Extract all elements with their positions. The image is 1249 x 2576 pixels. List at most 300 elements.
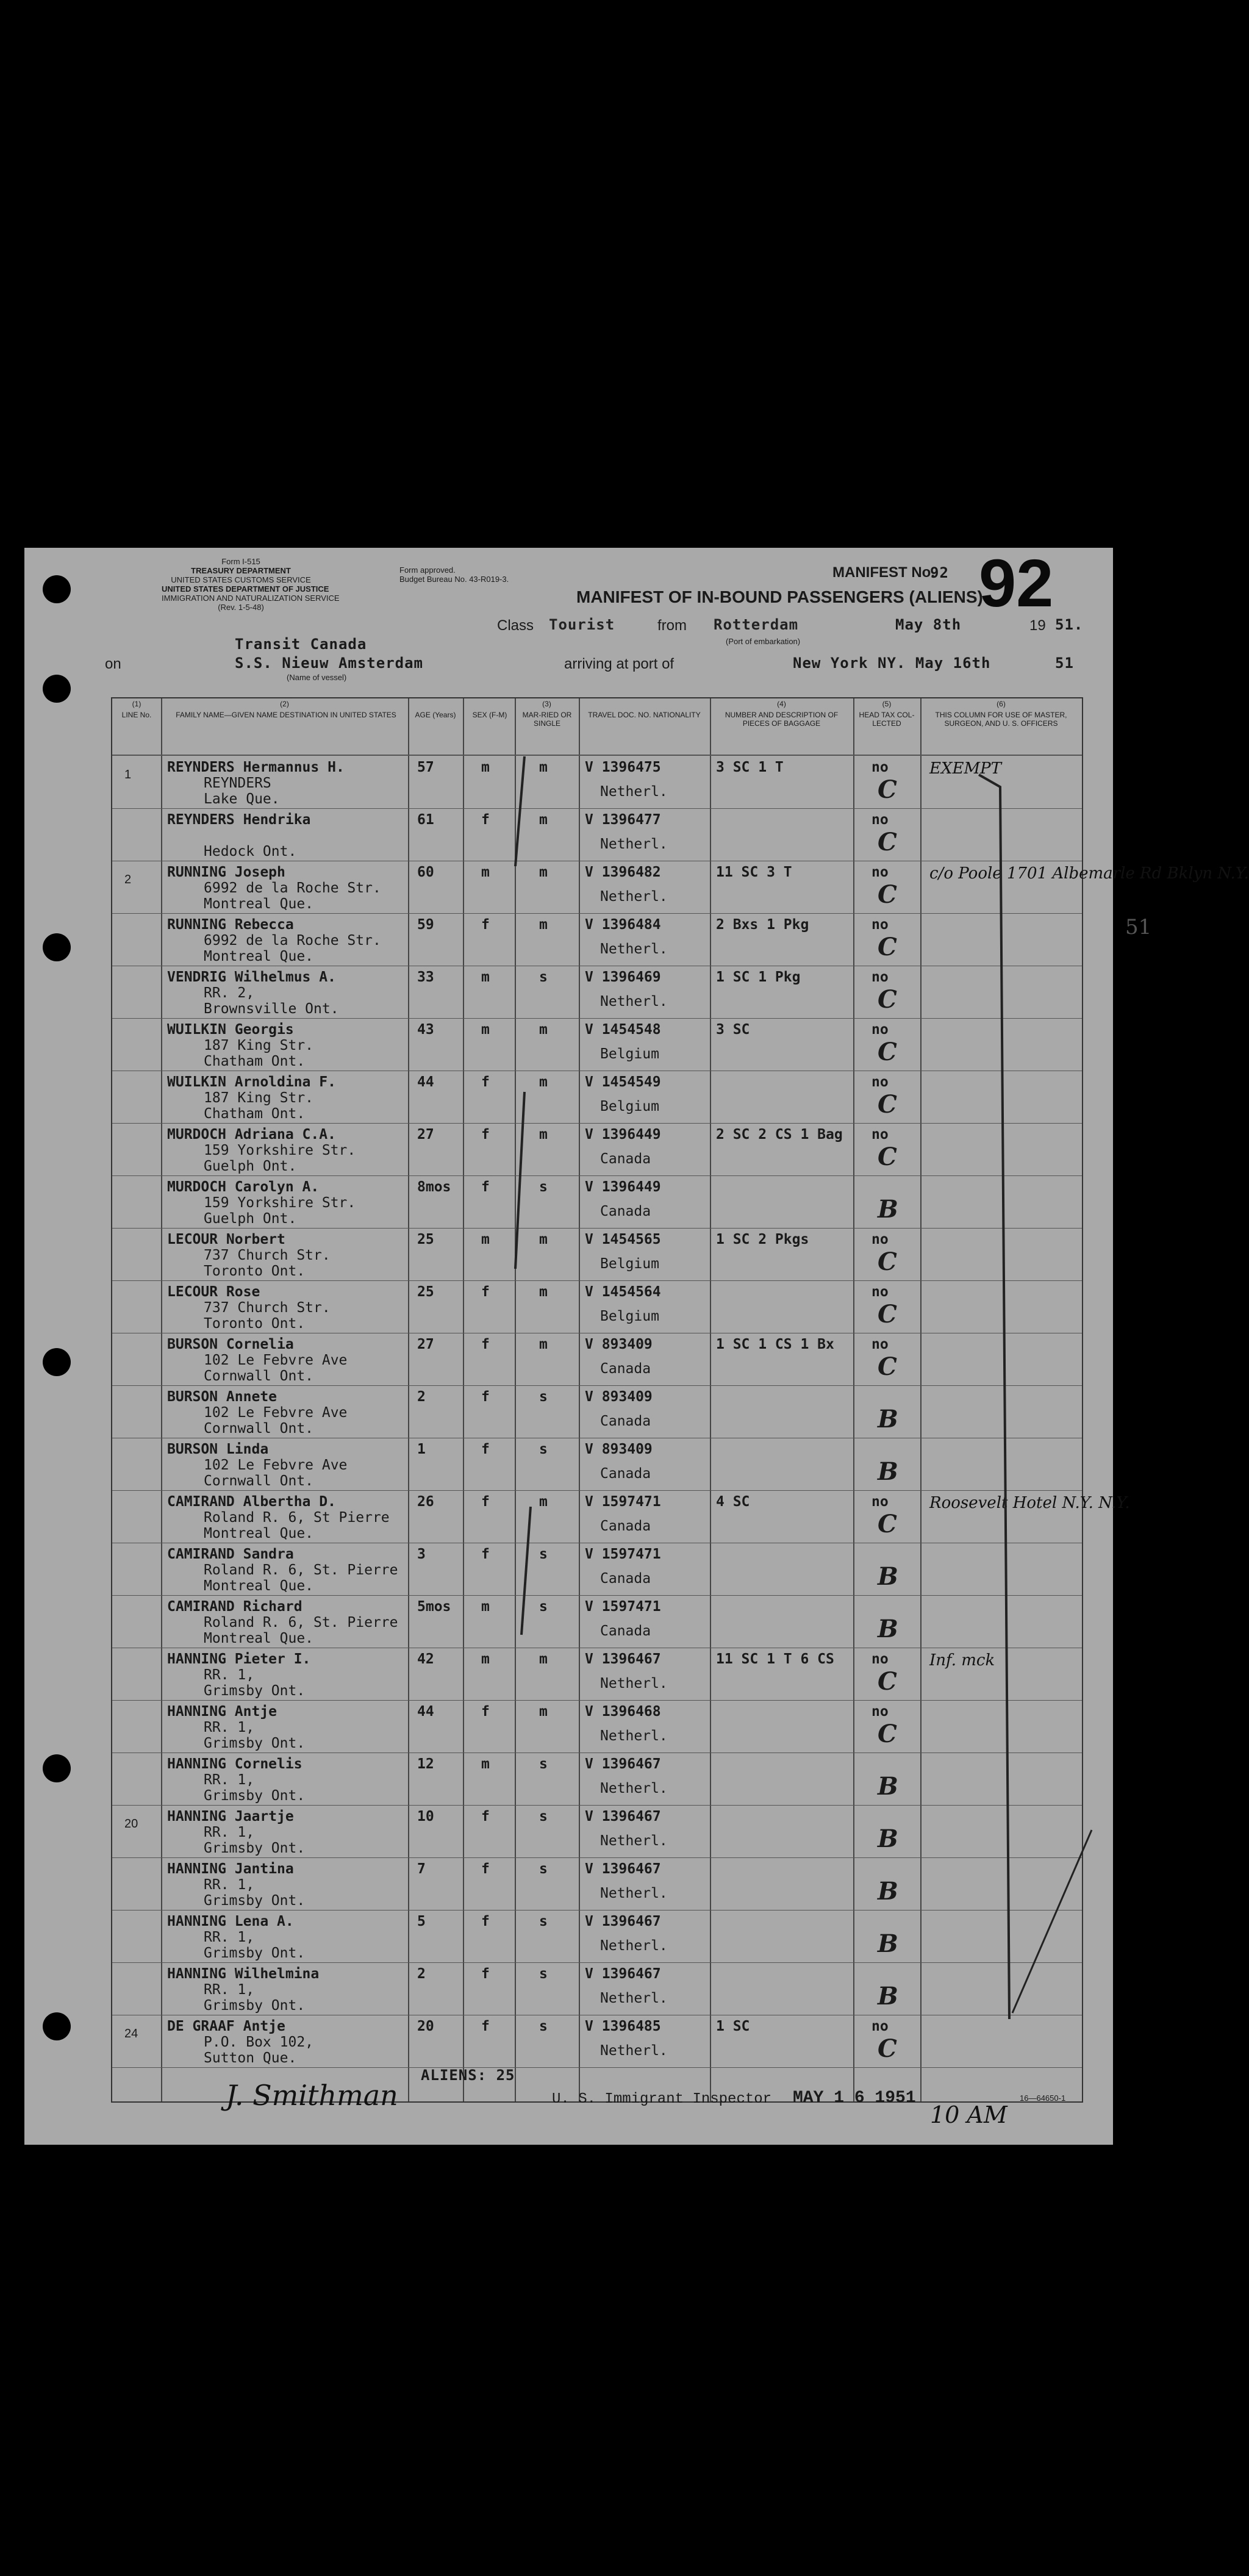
nationality: Netherl. xyxy=(600,2043,668,2059)
marital-status: s xyxy=(539,2018,548,2034)
head-tax: no xyxy=(871,759,889,775)
budget-text: Budget Bureau No. 43-R019-3. xyxy=(399,575,509,584)
head-tax: no xyxy=(871,969,889,985)
col-sex: SEX (F-M) xyxy=(472,711,507,719)
head-tax-mark: C xyxy=(878,933,897,961)
passenger-destination: Brownsville Ont. xyxy=(204,1001,339,1017)
passenger-sex: m xyxy=(481,1756,490,1772)
marital-status: m xyxy=(539,864,548,880)
passenger-name: DE GRAAF Antje xyxy=(167,2018,285,2034)
passenger-address: 187 King Str. xyxy=(204,1038,314,1053)
marital-status: s xyxy=(539,1756,548,1772)
passenger-age: 59 xyxy=(417,917,434,933)
passenger-address: 737 Church Str. xyxy=(204,1247,331,1263)
passenger-address: 159 Yorkshire Str. xyxy=(204,1195,356,1211)
col-age: AGE (Years) xyxy=(415,711,456,719)
travel-doc: V 1396482 xyxy=(585,864,661,880)
marital-status: m xyxy=(539,1494,548,1510)
passenger-address: RR. 2, xyxy=(204,985,255,1001)
marital-status: m xyxy=(539,759,548,775)
passenger-destination: Cornwall Ont. xyxy=(204,1473,314,1489)
passenger-age: 25 xyxy=(417,1232,434,1247)
passenger-destination: Montreal Que. xyxy=(204,1578,314,1594)
head-tax: no xyxy=(871,812,889,828)
head-tax: no xyxy=(871,864,889,880)
dept-name: TREASURY DEPARTMENT xyxy=(191,566,291,575)
passenger-name: HANNING Wilhelmina xyxy=(167,1966,320,1982)
handwritten-bracket xyxy=(515,756,524,866)
passenger-age: 10 xyxy=(417,1809,434,1824)
head-tax-mark: B xyxy=(878,1982,898,2011)
travel-doc: V 1597471 xyxy=(585,1494,661,1510)
passenger-name: HANNING Lena A. xyxy=(167,1914,294,1929)
passenger-age: 2 xyxy=(417,1966,426,1982)
head-tax-mark: B xyxy=(878,1772,898,1801)
baggage: 4 SC xyxy=(716,1494,750,1510)
head-tax: no xyxy=(871,1074,889,1090)
nationality: Netherl. xyxy=(600,1885,668,1901)
col-head-tax: HEAD TAX COL-LECTED xyxy=(859,711,915,728)
passenger-destination: Grimsby Ont. xyxy=(204,1788,306,1804)
passenger-destination: Montreal Que. xyxy=(204,896,314,912)
travel-doc: V 1454548 xyxy=(585,1022,661,1038)
marital-status: m xyxy=(539,1651,548,1667)
passenger-sex: f xyxy=(481,1127,490,1143)
port-note: (Port of embarkation) xyxy=(726,637,801,646)
passenger-destination: Grimsby Ont. xyxy=(204,1683,306,1699)
official-note: Roosevelt Hotel N.Y. N.Y. xyxy=(929,1494,1130,1512)
passenger-address: RR. 1, xyxy=(204,1772,255,1788)
head-tax: no xyxy=(871,2018,889,2034)
arrival-year: 51 xyxy=(1055,655,1074,672)
line-number: 20 xyxy=(124,1817,138,1831)
on-label: on xyxy=(105,656,121,672)
col-married: MAR-RIED OR SINGLE xyxy=(522,711,572,728)
passenger-address: 102 Le Febvre Ave xyxy=(204,1457,348,1473)
col-num-3: (3) xyxy=(542,700,551,708)
passenger-name: HANNING Jaartje xyxy=(167,1809,294,1824)
line-number: 2 xyxy=(124,873,132,886)
line-number: 1 xyxy=(124,768,132,781)
head-tax: no xyxy=(871,1284,889,1300)
col-num-1: (1) xyxy=(132,700,141,708)
passenger-destination: Sutton Que. xyxy=(204,2050,297,2066)
head-tax-mark: C xyxy=(878,1247,897,1276)
travel-doc: V 1396467 xyxy=(585,1809,661,1824)
passenger-destination: Grimsby Ont. xyxy=(204,1735,306,1751)
nationality: Netherl. xyxy=(600,1938,668,1954)
passenger-name: BURSON Annete xyxy=(167,1389,277,1405)
vessel-line1: Transit Canada xyxy=(235,636,367,653)
passenger-destination: Chatham Ont. xyxy=(204,1106,306,1122)
passenger-destination: Guelph Ont. xyxy=(204,1211,297,1227)
inspector-label: U. S. Immigrant Inspector xyxy=(552,2091,772,2108)
nationality: Netherl. xyxy=(600,1990,668,2006)
nationality: Belgium xyxy=(600,1308,659,1324)
passenger-name: CAMIRAND Richard xyxy=(167,1599,302,1615)
passenger-age: 44 xyxy=(417,1074,434,1090)
passenger-age: 27 xyxy=(417,1127,434,1143)
marital-status: m xyxy=(539,1074,548,1090)
nationality: Netherl. xyxy=(600,1676,668,1692)
passenger-age: 42 xyxy=(417,1651,434,1667)
nationality: Netherl. xyxy=(600,1781,668,1796)
head-tax-mark: B xyxy=(878,1824,898,1853)
nationality: Netherl. xyxy=(600,1728,668,1744)
passenger-address: 102 Le Febvre Ave xyxy=(204,1352,348,1368)
travel-doc: V 1396477 xyxy=(585,812,661,828)
inspector-signature: J. Smithman xyxy=(226,2079,398,2112)
passenger-name: BURSON Cornelia xyxy=(167,1336,294,1352)
passenger-destination: Cornwall Ont. xyxy=(204,1368,314,1384)
head-tax-mark: B xyxy=(878,1195,898,1224)
passenger-age: 8mos xyxy=(417,1179,451,1195)
passenger-address: 187 King Str. xyxy=(204,1090,314,1106)
nationality: Canada xyxy=(600,1204,651,1219)
travel-doc: V 1396467 xyxy=(585,1756,661,1772)
passenger-sex: f xyxy=(481,1809,490,1824)
handwritten-slash xyxy=(1012,1830,1092,2013)
time-note: 10 AM xyxy=(930,2101,1007,2128)
marital-status: s xyxy=(539,1966,548,1982)
passenger-destination: Toronto Ont. xyxy=(204,1263,306,1279)
passenger-age: 7 xyxy=(417,1861,426,1877)
arrival-value: New York NY. May 16th xyxy=(793,655,991,672)
head-tax-mark: B xyxy=(878,1457,898,1486)
nationality: Netherl. xyxy=(600,836,668,852)
passenger-address: RR. 1, xyxy=(204,1667,255,1683)
nationality: Belgium xyxy=(600,1046,659,1062)
baggage: 11 SC 1 T 6 CS xyxy=(716,1651,834,1667)
passenger-sex: f xyxy=(481,812,490,828)
passenger-name: HANNING Antje xyxy=(167,1704,277,1720)
passenger-age: 12 xyxy=(417,1756,434,1772)
nationality: Canada xyxy=(600,1413,651,1429)
passenger-name: HANNING Cornelis xyxy=(167,1756,302,1772)
vessel-note: (Name of vessel) xyxy=(287,673,347,682)
revision: (Rev. 1-5-48) xyxy=(218,603,264,612)
head-tax-mark: C xyxy=(878,1300,897,1329)
passenger-name: MURDOCH Carolyn A. xyxy=(167,1179,320,1195)
passenger-name: CAMIRAND Sandra xyxy=(167,1546,294,1562)
head-tax-mark: C xyxy=(878,1667,897,1696)
passenger-destination: Lake Que. xyxy=(204,791,280,807)
nationality: Belgium xyxy=(600,1256,659,1272)
travel-doc: V 1396467 xyxy=(585,1914,661,1929)
customs-name: UNITED STATES CUSTOMS SERVICE xyxy=(171,575,311,584)
passenger-sex: f xyxy=(481,917,490,933)
passenger-address: 737 Church Str. xyxy=(204,1300,331,1316)
passenger-address: P.O. Box 102, xyxy=(204,2034,314,2050)
passenger-address: RR. 1, xyxy=(204,1720,255,1735)
head-tax-mark: C xyxy=(878,2034,897,2063)
col-line-no: LINE No. xyxy=(121,711,152,719)
passenger-age: 20 xyxy=(417,2018,434,2034)
head-tax-mark: C xyxy=(878,1510,897,1538)
head-tax-mark: C xyxy=(878,828,897,856)
passenger-name: CAMIRAND Albertha D. xyxy=(167,1494,336,1510)
passenger-age: 3 xyxy=(417,1546,426,1562)
baggage: 3 SC 1 T xyxy=(716,759,784,775)
passenger-name: RUNNING Rebecca xyxy=(167,917,294,933)
travel-doc: V 1396485 xyxy=(585,2018,661,2034)
passenger-age: 5mos xyxy=(417,1599,451,1615)
nationality: Belgium xyxy=(600,1099,659,1114)
passenger-age: 33 xyxy=(417,969,434,985)
nationality: Canada xyxy=(600,1361,651,1377)
passenger-age: 60 xyxy=(417,864,434,880)
passenger-destination: Grimsby Ont. xyxy=(204,1998,306,2014)
official-note: EXEMPT xyxy=(929,759,1001,778)
passenger-age: 5 xyxy=(417,1914,426,1929)
class-value: Tourist xyxy=(549,616,615,633)
head-tax: no xyxy=(871,1494,889,1510)
passenger-destination: Cornwall Ont. xyxy=(204,1421,314,1437)
passenger-sex: m xyxy=(481,1651,490,1667)
travel-doc: V 893409 xyxy=(585,1441,653,1457)
passenger-sex: f xyxy=(481,1494,490,1510)
travel-doc: V 1454564 xyxy=(585,1284,661,1300)
passenger-name: WUILKIN Georgis xyxy=(167,1022,294,1038)
passenger-address: 102 Le Febvre Ave xyxy=(204,1405,348,1421)
passenger-destination: Grimsby Ont. xyxy=(204,1893,306,1909)
travel-doc: V 1597471 xyxy=(585,1546,661,1562)
passenger-destination: Chatham Ont. xyxy=(204,1053,306,1069)
passenger-age: 43 xyxy=(417,1022,434,1038)
travel-doc: V 1454549 xyxy=(585,1074,661,1090)
passenger-destination: Hedock Ont. xyxy=(204,844,297,859)
official-note: c/o Poole 1701 Albemarle Rd Bklyn N.Y. xyxy=(929,864,1249,883)
passenger-age: 61 xyxy=(417,812,434,828)
nationality: Canada xyxy=(600,1518,651,1534)
marital-status: s xyxy=(539,1389,548,1405)
col-family: FAMILY NAME—GIVEN NAME DESTINATION IN UNITED STATES xyxy=(176,711,396,719)
head-tax: no xyxy=(871,1704,889,1720)
passenger-name: HANNING Jantina xyxy=(167,1861,294,1877)
marital-status: s xyxy=(539,1809,548,1824)
passenger-name: MURDOCH Adriana C.A. xyxy=(167,1127,336,1143)
year-prefix: 19 xyxy=(1029,617,1046,634)
passenger-address: Roland R. 6, St Pierre xyxy=(204,1510,390,1526)
vessel-line2: S.S. Nieuw Amsterdam xyxy=(235,655,423,672)
passenger-name: LECOUR Norbert xyxy=(167,1232,285,1247)
nationality: Canada xyxy=(600,1623,651,1639)
passenger-destination: Grimsby Ont. xyxy=(204,1840,306,1856)
travel-doc: V 1396484 xyxy=(585,917,661,933)
marital-status: m xyxy=(539,1022,548,1038)
marital-status: m xyxy=(539,1704,548,1720)
passenger-sex: f xyxy=(481,1861,490,1877)
head-tax-mark: C xyxy=(878,1090,897,1119)
passenger-sex: f xyxy=(481,1546,490,1562)
passenger-sex: m xyxy=(481,1599,490,1615)
head-tax: no xyxy=(871,917,889,933)
col-travel: TRAVEL DOC. NO. NATIONALITY xyxy=(588,711,701,719)
nationality: Netherl. xyxy=(600,941,668,957)
manifest-big-number: 92 xyxy=(979,546,1054,621)
col-num-5: (5) xyxy=(882,700,892,708)
baggage: 1 SC 1 CS 1 Bx xyxy=(716,1336,834,1352)
handwritten-bracket xyxy=(515,1092,524,1269)
col-baggage: NUMBER AND DESCRIPTION OF PIECES OF BAGGAGE xyxy=(725,711,839,728)
passenger-destination: Guelph Ont. xyxy=(204,1158,297,1174)
baggage: 1 SC 1 Pkg xyxy=(716,969,801,985)
passenger-sex: f xyxy=(481,1389,490,1405)
justice-name: UNITED STATES DEPARTMENT OF JUSTICE xyxy=(162,584,329,594)
passenger-name: HANNING Pieter I. xyxy=(167,1651,311,1667)
ins-name: IMMIGRATION AND NATURALIZATION SERVICE xyxy=(162,594,340,603)
stamp-date: MAY 1 6 1951 xyxy=(793,2089,916,2108)
nationality: Netherl. xyxy=(600,784,668,800)
baggage: 2 Bxs 1 Pkg xyxy=(716,917,809,933)
head-tax: no xyxy=(871,1127,889,1143)
passenger-sex: m xyxy=(481,864,490,880)
passenger-age: 26 xyxy=(417,1494,434,1510)
passenger-sex: m xyxy=(481,1022,490,1038)
marital-status: s xyxy=(539,1441,548,1457)
passenger-address: RR. 1, xyxy=(204,1824,255,1840)
arriving-label: arriving at port of xyxy=(564,656,675,672)
travel-doc: V 1597471 xyxy=(585,1599,661,1615)
travel-doc: V 1396469 xyxy=(585,969,661,985)
passenger-sex: f xyxy=(481,1074,490,1090)
head-tax-mark: B xyxy=(878,1877,898,1906)
approval-text: Form approved. xyxy=(399,565,456,575)
marital-status: s xyxy=(539,1861,548,1877)
marital-status: m xyxy=(539,1232,548,1247)
passenger-name: REYNDERS Hermannus H. xyxy=(167,759,345,775)
marital-status: m xyxy=(539,917,548,933)
nationality: Canada xyxy=(600,1151,651,1167)
passenger-destination: Montreal Que. xyxy=(204,1631,314,1646)
passenger-sex: m xyxy=(481,1232,490,1247)
head-tax-mark: B xyxy=(878,1929,898,1958)
nationality: Netherl. xyxy=(600,889,668,905)
passenger-name: VENDRIG Wilhelmus A. xyxy=(167,969,336,985)
manifest-no-label: MANIFEST No. xyxy=(832,564,935,581)
aliens-total: ALIENS: 25 xyxy=(421,2067,515,2084)
passenger-age: 25 xyxy=(417,1284,434,1300)
year-value: 51. xyxy=(1055,616,1084,633)
passenger-sex: f xyxy=(481,1966,490,1982)
handwritten-bracket xyxy=(521,1507,531,1635)
head-tax: no xyxy=(871,1232,889,1247)
form-number: Form I-515 xyxy=(221,557,260,566)
travel-doc: V 1396468 xyxy=(585,1704,661,1720)
passenger-address: RR. 1, xyxy=(204,1982,255,1998)
col-num-2: (2) xyxy=(280,700,289,708)
passenger-sex: f xyxy=(481,1179,490,1195)
printer-code: 16—64650-1 xyxy=(1020,2093,1066,2103)
col-num-4: (4) xyxy=(777,700,786,708)
passenger-sex: f xyxy=(481,1336,490,1352)
manifest-title: MANIFEST OF IN-BOUND PASSENGERS (ALIENS) xyxy=(576,587,983,606)
passenger-name: RUNNING Joseph xyxy=(167,864,285,880)
passenger-destination: Toronto Ont. xyxy=(204,1316,306,1332)
stamp-51: 51 xyxy=(1125,915,1152,939)
passenger-age: 27 xyxy=(417,1336,434,1352)
passenger-address: 159 Yorkshire Str. xyxy=(204,1143,356,1158)
passenger-name: BURSON Linda xyxy=(167,1441,269,1457)
baggage: 1 SC xyxy=(716,2018,750,2034)
head-tax-mark: C xyxy=(878,1352,897,1381)
passenger-sex: m xyxy=(481,759,490,775)
head-tax-mark: C xyxy=(878,1143,897,1171)
col-official: THIS COLUMN FOR USE OF MASTER, SURGEON, AND U. S. OFFICERS xyxy=(935,711,1067,728)
from-label: from xyxy=(657,617,687,634)
marital-status: m xyxy=(539,812,548,828)
baggage: 1 SC 2 Pkgs xyxy=(716,1232,809,1247)
passenger-destination: Grimsby Ont. xyxy=(204,1945,306,1961)
travel-doc: V 1396467 xyxy=(585,1651,661,1667)
handwritten-exempt-line xyxy=(979,775,1009,2019)
passenger-destination: Montreal Que. xyxy=(204,949,314,964)
col-num-6: (6) xyxy=(997,700,1006,708)
travel-doc: V 1396475 xyxy=(585,759,661,775)
head-tax: no xyxy=(871,1651,889,1667)
travel-doc: V 1396467 xyxy=(585,1966,661,1982)
marital-status: s xyxy=(539,1599,548,1615)
date-value: May 8th xyxy=(895,616,962,633)
passenger-name: WUILKIN Arnoldina F. xyxy=(167,1074,336,1090)
travel-doc: V 1396467 xyxy=(585,1861,661,1877)
passenger-address: RR. 1, xyxy=(204,1877,255,1893)
baggage: 3 SC xyxy=(716,1022,750,1038)
passenger-address: RR. 1, xyxy=(204,1929,255,1945)
marital-status: m xyxy=(539,1127,548,1143)
travel-doc: V 893409 xyxy=(585,1336,653,1352)
head-tax-mark: B xyxy=(878,1615,898,1643)
head-tax-mark: C xyxy=(878,1720,897,1748)
passenger-sex: f xyxy=(481,1704,490,1720)
nationality: Canada xyxy=(600,1466,651,1482)
travel-doc: V 1396449 xyxy=(585,1127,661,1143)
marital-status: m xyxy=(539,1336,548,1352)
head-tax-mark: C xyxy=(878,775,897,804)
marital-status: s xyxy=(539,969,548,985)
nationality: Canada xyxy=(600,1571,651,1587)
nationality: Netherl. xyxy=(600,1833,668,1849)
passenger-address: Roland R. 6, St. Pierre xyxy=(204,1615,398,1631)
passenger-sex: f xyxy=(481,1284,490,1300)
marital-status: m xyxy=(539,1284,548,1300)
head-tax-mark: C xyxy=(878,880,897,909)
passenger-name: REYNDERS Hendrika xyxy=(167,812,311,828)
baggage: 2 SC 2 CS 1 Bag xyxy=(716,1127,843,1143)
travel-doc: V 893409 xyxy=(585,1389,653,1405)
passenger-age: 2 xyxy=(417,1389,426,1405)
passenger-address: REYNDERS xyxy=(204,775,271,791)
from-value: Rotterdam xyxy=(714,616,799,633)
passenger-age: 1 xyxy=(417,1441,426,1457)
passenger-address: 6992 de la Roche Str. xyxy=(204,880,381,896)
passenger-sex: f xyxy=(481,2018,490,2034)
passenger-address: Roland R. 6, St. Pierre xyxy=(204,1562,398,1578)
passenger-destination: Montreal Que. xyxy=(204,1526,314,1541)
head-tax-mark: B xyxy=(878,1405,898,1433)
head-tax-mark: C xyxy=(878,1038,897,1066)
passenger-sex: f xyxy=(481,1914,490,1929)
passenger-age: 44 xyxy=(417,1704,434,1720)
line-number: 24 xyxy=(124,2027,138,2040)
passenger-sex: f xyxy=(481,1441,490,1457)
head-tax: no xyxy=(871,1022,889,1038)
nationality: Netherl. xyxy=(600,994,668,1010)
marital-status: s xyxy=(539,1914,548,1929)
marital-status: s xyxy=(539,1179,548,1195)
marital-status: s xyxy=(539,1546,548,1562)
head-tax-mark: B xyxy=(878,1562,898,1591)
